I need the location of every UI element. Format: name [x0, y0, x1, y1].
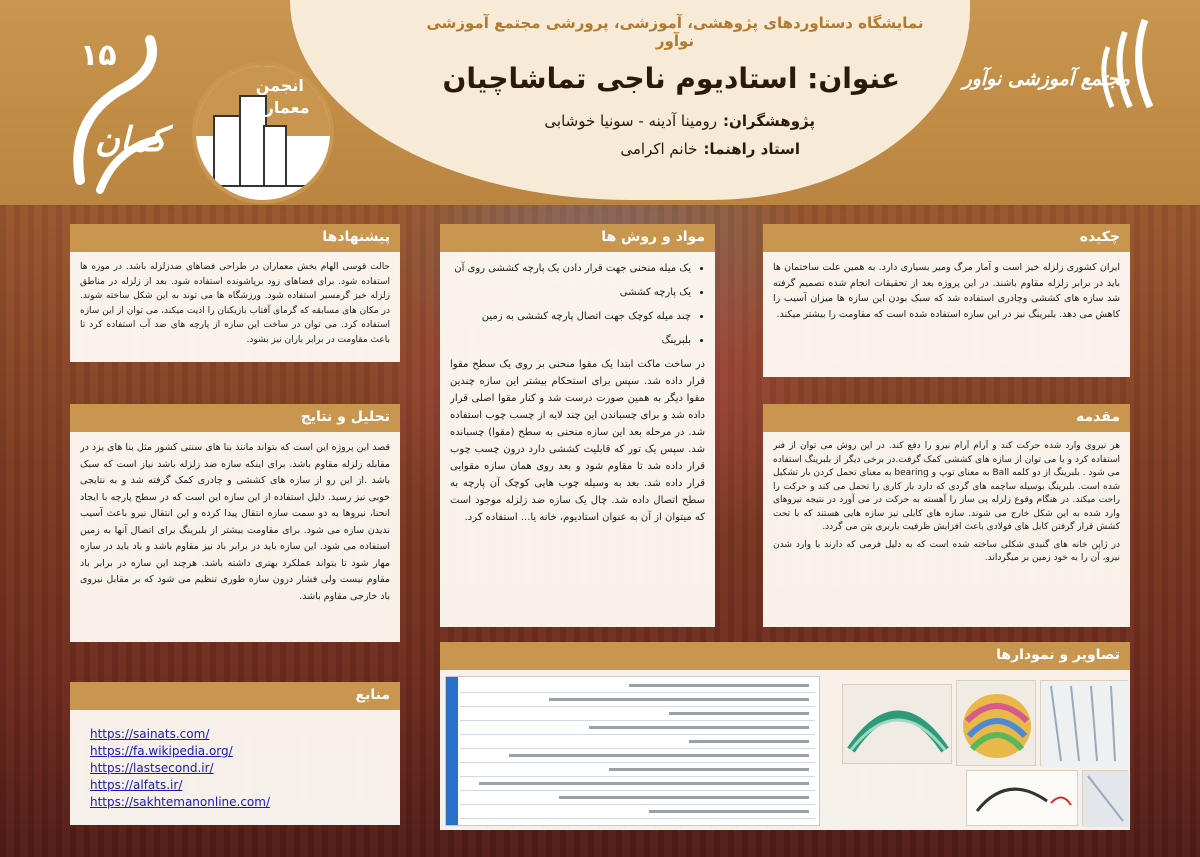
exhibition-subtitle: نمایشگاه دستاوردهای پژوهشی، آموزشی، پرورشی مجتمع آموزشی نوآور	[426, 14, 924, 50]
suggestions-panel	[70, 229, 400, 362]
advisor-line	[620, 140, 800, 158]
anjoman-line2: معماری	[250, 98, 310, 117]
analysis-panel	[70, 409, 400, 642]
anjoman-line1: انجمن	[255, 76, 304, 95]
materials-methods-text	[450, 260, 705, 621]
materials-methods-panel	[440, 229, 715, 627]
researchers-line	[544, 112, 815, 130]
analysis-text	[80, 440, 390, 636]
researchers-names: رومینا آدینه - سونیا خوشابی	[544, 112, 718, 130]
poster-title: عنوان: استادیوم ناجی تماشاچیان	[442, 62, 900, 95]
reference-link[interactable]: https://fa.wikipedia.org/	[90, 744, 233, 758]
reference-link[interactable]: https://lastsecond.ir/	[90, 761, 214, 775]
abstract-heading: چکیده	[763, 224, 1130, 252]
materials-methods-heading: مواد و روش ها	[440, 224, 715, 252]
materials-item: • یک میله منحنی جهت قرار دادن یک پارچه کششی روی آن	[450, 260, 691, 277]
references-panel	[70, 687, 400, 825]
document-row	[460, 723, 815, 735]
arch-sketch-image	[967, 771, 1079, 827]
novavar-name: مجتمع آموزشی نوآور	[962, 68, 1130, 90]
references-list	[90, 726, 270, 811]
dome-model-photo	[956, 680, 1036, 766]
abstract-text	[773, 260, 1120, 371]
fabric-detail-photo	[1082, 770, 1128, 826]
fabric-model-image	[1041, 681, 1129, 767]
images-heading: تصاویر و نمودارها	[440, 642, 1130, 670]
document-row	[460, 751, 815, 763]
document-row	[460, 695, 815, 707]
reference-link[interactable]: https://sainats.com/	[90, 727, 210, 741]
analysis-paragraph: قصد این پروژه این است که بتواند مانند بنا های سنتی کشور مثل بنا های یزد در مقابله زلزله مقاوم باشد. برای اینکه سازه ضد زلزله باشد نیاز است که سبک باشد .از این رو از سازه های کششی و چادری کمک گرفته شد و به نتایجی خوبی نیز رسید. دلیل استفاده از این سازه این است که در سطح پارچه با ایجاد انحنا، نیروها به دو سمت سازه انتقال پیدا کرده و این انتقال نیرو باعث آسیب ندیدن سازه می شود. برای مقاومت بیشتر از بلبرینگ برای اتصال آنها به زمین استفاده می شود. این سازه باید در برابر باد نیز مقاوم باشد و باد باید در سازه مهار شود تا بتواند عملکرد بهتری داشته باشد. هرچند این سازه در برابر باد مقاوم نیست ولی فشار درون سازه طوری تنظیم می شود که بر مقابل نیروی باد خارجی مقاوم باشد.	[80, 442, 390, 602]
analysis-heading: تحلیل و نتایج	[70, 404, 400, 432]
materials-item: • چند میله کوچک جهت اتصال پارچه کششی به زمین	[450, 308, 691, 325]
materials-item: • بلبرینگ	[450, 332, 691, 349]
introduction-paragraph-2: در ژاپن خانه های گنبدی شکلی ساخته شده است که به دلیل فرمی که دارند با وارد شدن نیرو، آن را به خود زمین بر میگرداند.	[773, 539, 1120, 563]
fabric-model-photo	[1040, 680, 1128, 766]
abstract-panel	[763, 229, 1130, 377]
anjoman-title	[250, 75, 310, 119]
materials-list	[450, 260, 705, 349]
suggestions-paragraph: حالت قوسی الهام بخش معماران در طراحی فضاهای ضدزلزله باشد. در موزه ها استفاده شود. برای فضاهای زود برپاشونده استفاده شود. بعد از زلزله در مناطق زلزله خیز گرمسیر استفاده شود. ورزشگاه ها می توند به این شکل ساخته شوند. در مکان های مسابقه که گرمای آفتاب بازیکنان را اذیت میکند، می توان از این سازه استفاده کرد. می توان در ساخت این سازه از پارچه های ضد آب استفاده کرد تا باعث مقاومت در برابر باران نیز بشود.	[80, 262, 390, 345]
document-row	[460, 807, 815, 819]
kaman-number: ۱۵	[80, 38, 117, 73]
kaman-logo	[60, 30, 180, 200]
introduction-text	[773, 440, 1120, 621]
document-screenshot	[445, 676, 820, 826]
advisor-name: خانم اکرامی	[620, 140, 698, 158]
suggestions-heading: پیشنهادها	[70, 224, 400, 252]
document-row	[460, 793, 815, 805]
introduction-panel	[763, 409, 1130, 627]
materials-item: • یک پارچه کششی	[450, 284, 691, 301]
document-gutter	[446, 677, 458, 825]
dome-model-image	[957, 681, 1037, 767]
arch-model-image	[843, 685, 953, 765]
suggestions-text	[80, 260, 390, 356]
arch-model-photo	[842, 684, 952, 764]
introduction-paragraph-1: هر نیروی وارد شده حرکت کند و آرام آرام نیرو را دفع کند. در این روش می توان از فنر استفاده کرد و یا می توان از سازه های کششی کمک گرفت.در برخی دیگر از بلبرینگ استفاده می شود . بلبرینگ از دو کلمه Ball به معنای توپ و bearing به معنای تحمل کردن بار تشکیل شده است. بلبرینگ بوسیله ساچمه های گردی که دارد بار کاری را تحمل می کند و حرکت را راحت میکند. در هنگام وقوع زلزله پی ساز را آهسته به حرکت در می آورد در نتیجه نیروهای وارد شده به این شکل خارج می شوند. سازه های کابلی نیز سازه هایی هستند که با تحت کشش قرار گرفتن کابل های فولادی باعث افزایش ظرفیت باربری بتن می گردد.	[773, 441, 1120, 532]
methods-paragraph: در ساخت ماکت ابتدا یک مقوا منحنی بر روی یک سطح مقوا قرار داده شد. سپس برای استحکام بیشتر این سازه چندین مقوا دیگر به همین صورت درست شد و کنار مقوا اصلی قرار داده شد و برای چسباندن این چند لایه از چسب چوب استفاده شد. در مرحله بعد این سازه منحنی به سطح (مقوا) چسبانده شد. سپس یک تور که قابلیت کششی دارد درون چسب چوب قرار داده شد تا مقاوم شود و بعد روی همان سازه مقوایی قرار داده شد. بعد به وسیله چوب هایی کوچک آن پارچه به سطح اتصال داده شد. چال یک سازه ضد زلزله موجود است که میتوان از آن به عنوان استادیوم، خانه یا... استفاده کرد.	[450, 359, 705, 523]
kaman-name: کمان	[95, 120, 167, 160]
arch-sketch-photo	[966, 770, 1078, 826]
document-row	[460, 737, 815, 749]
document-row	[460, 779, 815, 791]
reference-link[interactable]: https://alfats.ir/	[90, 778, 183, 792]
fabric-detail-image	[1083, 771, 1129, 827]
introduction-heading: مقدمه	[763, 404, 1130, 432]
references-heading: منابع	[70, 682, 400, 710]
document-row	[460, 681, 815, 693]
reference-link[interactable]: https://sakhtemanonline.com/	[90, 795, 270, 809]
abstract-paragraph: ایران کشوری زلزله خیز است و آمار مرگ ومیر بسیاری دارد. به همین علت ساختمان ها باید در برابر زلزله مقاوم باشند. در این پروژه بعد از تحقیقات انجام شده تصمیم گرفته شد سازه های کششی وچادری استفاده شد که سبک بودن این سازه ها میزان آسیب را کاهش می دهد. بلبرینگ نیز در این سازه استفاده شده است که مقاومت را بیشتر میکند.	[773, 262, 1120, 320]
researchers-label: پژوهشگران:	[723, 112, 815, 130]
novavar-logo	[940, 12, 1170, 122]
advisor-label: استاد راهنما:	[703, 140, 800, 158]
document-row	[460, 709, 815, 721]
document-row	[460, 765, 815, 777]
